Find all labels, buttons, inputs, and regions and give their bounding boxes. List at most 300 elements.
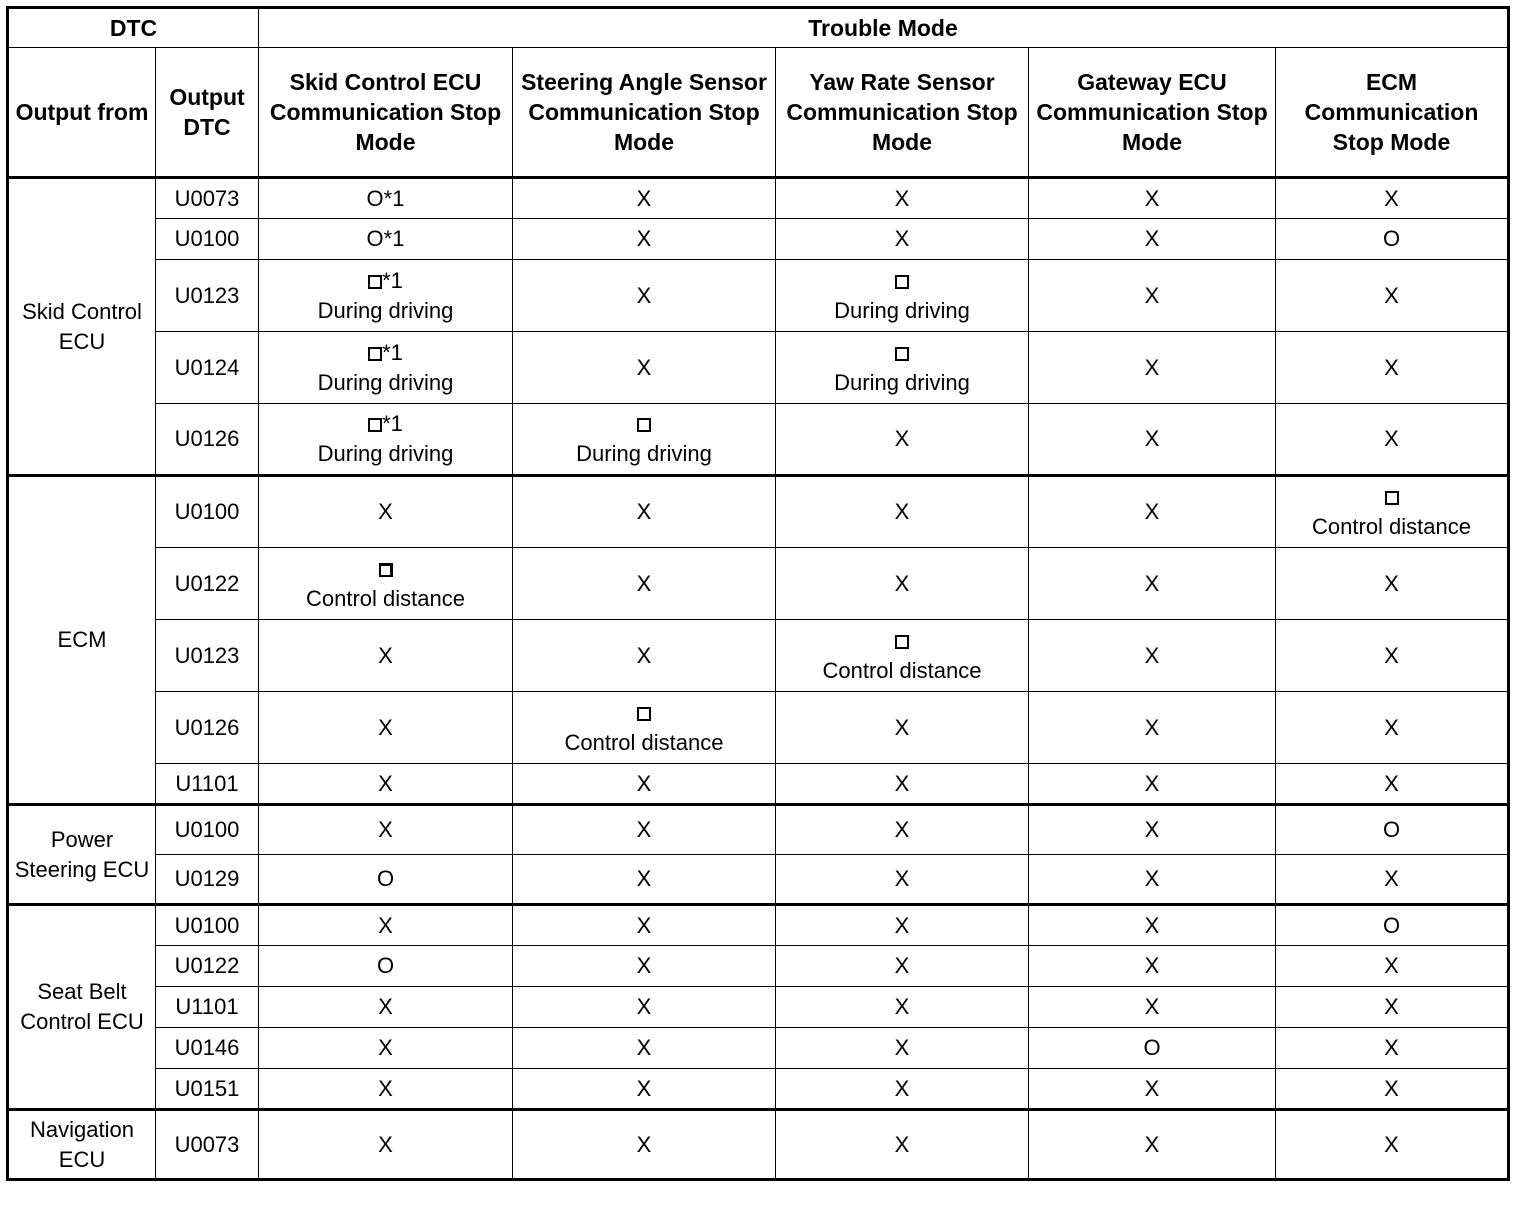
mode-symbol xyxy=(1278,482,1505,512)
mode-symbol-text: X xyxy=(378,770,393,796)
mode-symbol-text: O xyxy=(376,953,395,978)
mode-cell xyxy=(513,476,776,548)
mode-cell xyxy=(1029,1069,1276,1110)
table-row xyxy=(8,905,1509,946)
mode-symbol-text: X xyxy=(378,714,393,740)
mode-symbol-text: X xyxy=(894,953,910,978)
mode-header-gateway: Gateway ECU Communication Stop Mode xyxy=(1029,48,1276,178)
mode-symbol xyxy=(261,864,510,894)
mode-header-skid-control: Skid Control ECU Communication Stop Mode xyxy=(259,48,513,178)
mode-cell xyxy=(1276,260,1509,332)
square-icon xyxy=(895,347,909,361)
mode-symbol xyxy=(1031,497,1273,527)
mode-symbol-text: X xyxy=(1144,994,1160,1019)
mode-symbol xyxy=(1278,1033,1505,1063)
mode-cell xyxy=(513,178,776,219)
mode-cell xyxy=(1276,905,1509,946)
mode-cell xyxy=(1029,946,1276,987)
output-from-cell: ECM xyxy=(8,476,156,805)
mode-condition-note: During driving xyxy=(834,297,970,323)
mode-symbol-text: X xyxy=(1384,953,1399,978)
mode-symbol xyxy=(778,911,1026,941)
output-dtc-cell: U0123 xyxy=(156,260,259,332)
mode-cell xyxy=(259,805,513,855)
mode-symbol xyxy=(1278,1130,1505,1160)
mode-symbol xyxy=(778,769,1026,799)
mode-cell xyxy=(259,548,513,620)
output-dtc-cell: U0100 xyxy=(156,905,259,946)
mode-cell xyxy=(1029,548,1276,620)
mode-symbol-text: X xyxy=(1144,912,1160,938)
mode-symbol-text: O xyxy=(1382,226,1401,251)
mode-symbol xyxy=(778,1074,1026,1104)
mode-cell xyxy=(259,905,513,946)
mode-symbol-text: X xyxy=(636,953,652,978)
mode-cell xyxy=(1276,219,1509,260)
mode-symbol xyxy=(1031,569,1273,599)
mode-symbol-text: X xyxy=(1384,354,1399,380)
mode-header-ecm: ECM Communication Stop Mode xyxy=(1276,48,1509,178)
table-row xyxy=(8,1069,1509,1110)
mode-cell xyxy=(513,692,776,764)
mode-symbol xyxy=(778,497,1026,527)
mode-cell xyxy=(513,620,776,692)
mode-symbol xyxy=(261,184,510,214)
mode-symbol-text: X xyxy=(378,912,393,938)
mode-symbol-text: X xyxy=(1144,866,1160,891)
mode-condition-note: Control distance xyxy=(306,585,465,611)
table-body xyxy=(8,178,1509,1180)
mode-symbol xyxy=(1278,992,1505,1022)
mode-cell xyxy=(776,332,1029,404)
mode-condition-note: During driving xyxy=(317,297,454,323)
table-row xyxy=(8,620,1509,692)
output-dtc-cell: U0126 xyxy=(156,692,259,764)
mode-symbol-text: X xyxy=(1384,714,1399,740)
mode-symbol xyxy=(778,569,1026,599)
mode-symbol-text: X xyxy=(636,1075,652,1101)
mode-symbol xyxy=(778,266,1026,296)
mode-symbol xyxy=(261,951,510,981)
mode-symbol xyxy=(515,698,773,728)
mode-symbol-text: X xyxy=(1144,185,1160,211)
mode-cell xyxy=(1029,620,1276,692)
table-row xyxy=(8,855,1509,905)
mode-cell xyxy=(259,332,513,404)
square-icon xyxy=(1385,491,1399,505)
output-dtc-cell: U0100 xyxy=(156,219,259,260)
mode-symbol-text: X xyxy=(1144,499,1160,524)
table-row xyxy=(8,332,1509,404)
mode-condition-note: During driving xyxy=(317,369,454,395)
mode-symbol xyxy=(1031,769,1273,799)
output-from-header: Output from xyxy=(8,48,156,178)
mode-symbol-text: X xyxy=(636,642,652,668)
mode-symbol xyxy=(1278,864,1505,894)
mode-symbol xyxy=(778,1033,1026,1063)
mode-cell xyxy=(259,1110,513,1180)
mode-symbol xyxy=(1031,353,1273,383)
mode-symbol xyxy=(515,281,773,311)
mode-symbol xyxy=(515,951,773,981)
mode-symbol xyxy=(1278,281,1505,311)
mode-cell xyxy=(776,548,1029,620)
output-dtc-cell: U0123 xyxy=(156,620,259,692)
table-row xyxy=(8,260,1509,332)
mode-symbol xyxy=(515,1130,773,1160)
output-dtc-cell: U0122 xyxy=(156,946,259,987)
output-dtc-cell: U1101 xyxy=(156,987,259,1028)
mode-symbol xyxy=(1031,281,1273,311)
mode-cell xyxy=(259,1028,513,1069)
mode-cell xyxy=(513,404,776,476)
mode-cell xyxy=(259,1069,513,1110)
table-row xyxy=(8,548,1509,620)
mode-cell xyxy=(513,805,776,855)
mode-symbol-text: O xyxy=(1143,1035,1161,1060)
mode-symbol-text: X xyxy=(636,994,652,1019)
mode-symbol xyxy=(515,911,773,941)
mode-symbol xyxy=(261,1130,510,1160)
output-dtc-cell: U0073 xyxy=(156,178,259,219)
mode-cell xyxy=(513,1069,776,1110)
output-dtc-cell: U0146 xyxy=(156,1028,259,1069)
mode-symbol xyxy=(515,864,773,894)
square-icon xyxy=(637,707,651,721)
table-row xyxy=(8,692,1509,764)
mode-cell xyxy=(1029,260,1276,332)
mode-symbol-text: X xyxy=(1144,426,1160,451)
mode-symbol-text: X xyxy=(1384,642,1399,668)
mode-cell xyxy=(1029,476,1276,548)
mode-cell xyxy=(776,178,1029,219)
mode-symbol-text: X xyxy=(894,1131,910,1157)
mode-cell xyxy=(1029,805,1276,855)
mode-symbol xyxy=(261,641,510,671)
mode-symbol xyxy=(1031,424,1273,454)
mode-cell xyxy=(1029,178,1276,219)
output-dtc-cell: U0126 xyxy=(156,404,259,476)
mode-cell xyxy=(1276,548,1509,620)
mode-symbol xyxy=(778,184,1026,214)
mode-symbol xyxy=(261,266,510,296)
mode-cell xyxy=(776,620,1029,692)
mode-cell xyxy=(776,946,1029,987)
mode-symbol xyxy=(1031,224,1273,254)
mode-cell xyxy=(776,855,1029,905)
mode-symbol xyxy=(261,224,510,254)
mode-symbol-text: X xyxy=(1384,770,1399,796)
mode-cell xyxy=(776,692,1029,764)
mode-symbol xyxy=(1031,1130,1273,1160)
mode-symbol xyxy=(1031,1074,1273,1104)
mode-symbol-text: X xyxy=(1144,282,1160,308)
mode-symbol xyxy=(1278,769,1505,799)
mode-symbol-text: X xyxy=(894,817,910,842)
mode-symbol-text: X xyxy=(1144,570,1160,596)
mode-symbol-text: X xyxy=(1144,770,1160,796)
mode-cell xyxy=(259,987,513,1028)
mode-symbol-text: O xyxy=(1382,912,1401,938)
mode-symbol xyxy=(1278,1074,1505,1104)
mode-symbol xyxy=(778,626,1026,656)
mode-symbol-text: O xyxy=(1382,817,1401,842)
mode-condition-note: During driving xyxy=(317,441,454,466)
mode-cell xyxy=(259,855,513,905)
mode-symbol-text: X xyxy=(378,499,393,524)
mode-condition-note: During driving xyxy=(834,369,970,395)
mode-cell xyxy=(1029,692,1276,764)
mode-symbol-text: X xyxy=(636,282,652,308)
mode-cell xyxy=(513,332,776,404)
mode-symbol-text: X xyxy=(894,1075,910,1101)
mode-symbol xyxy=(1278,353,1505,383)
mode-cell xyxy=(776,260,1029,332)
mode-cell xyxy=(513,1028,776,1069)
mode-symbol-text: X xyxy=(378,1035,393,1060)
mode-symbol xyxy=(515,497,773,527)
mode-symbol xyxy=(515,184,773,214)
mode-symbol xyxy=(1278,424,1505,454)
mode-symbol-text: X xyxy=(636,1131,652,1157)
mode-cell xyxy=(1276,178,1509,219)
mode-symbol-text: O xyxy=(376,866,395,891)
mode-symbol-text: X xyxy=(1144,642,1160,668)
mode-symbol-text: X xyxy=(894,1035,910,1060)
mode-condition-note: Control distance xyxy=(1312,514,1471,539)
mode-symbol-text: X xyxy=(636,570,652,596)
mode-cell xyxy=(776,404,1029,476)
mode-cell xyxy=(259,476,513,548)
mode-cell xyxy=(1276,692,1509,764)
mode-cell xyxy=(259,946,513,987)
mode-symbol-text: X xyxy=(1144,953,1160,978)
output-from-cell: Navigation ECU xyxy=(8,1110,156,1180)
output-from-cell: Power Steering ECU xyxy=(8,805,156,905)
mode-cell xyxy=(1276,987,1509,1028)
mode-cell xyxy=(1276,855,1509,905)
mode-cell xyxy=(1029,1028,1276,1069)
mode-symbol-text: X xyxy=(378,642,393,668)
mode-cell xyxy=(776,764,1029,805)
table-row xyxy=(8,1110,1509,1180)
mode-symbol xyxy=(261,815,510,845)
mode-symbol-text: X xyxy=(378,1131,393,1157)
mode-symbol-text: X xyxy=(636,499,652,524)
mode-symbol-text: X xyxy=(894,770,910,796)
mode-cell xyxy=(776,1110,1029,1180)
table-row xyxy=(8,1028,1509,1069)
mode-cell xyxy=(259,260,513,332)
mode-symbol xyxy=(1278,569,1505,599)
mode-cell xyxy=(776,905,1029,946)
mode-symbol xyxy=(1031,815,1273,845)
mode-symbol-text: X xyxy=(1384,1035,1399,1060)
mode-symbol-text: *1 xyxy=(382,267,403,293)
mode-cell xyxy=(513,260,776,332)
mode-cell xyxy=(1276,1028,1509,1069)
mode-cell xyxy=(259,764,513,805)
mode-symbol xyxy=(1278,911,1505,941)
mode-cell xyxy=(1029,332,1276,404)
mode-symbol xyxy=(515,769,773,799)
mode-symbol-text: X xyxy=(894,185,910,211)
mode-symbol xyxy=(515,353,773,383)
square-icon xyxy=(368,347,382,361)
mode-symbol xyxy=(1031,713,1273,743)
mode-symbol-text: X xyxy=(1384,1075,1399,1101)
mode-cell xyxy=(513,987,776,1028)
mode-cell xyxy=(1276,805,1509,855)
output-dtc-header: Output DTC xyxy=(156,48,259,178)
mode-cell xyxy=(1276,476,1509,548)
dtc-header: DTC xyxy=(8,8,259,48)
table-row xyxy=(8,219,1509,260)
mode-cell xyxy=(513,946,776,987)
mode-symbol xyxy=(515,569,773,599)
mode-symbol-text: X xyxy=(894,226,910,251)
table-row xyxy=(8,946,1509,987)
mode-symbol-text: X xyxy=(636,354,652,380)
mode-symbol xyxy=(1031,992,1273,1022)
mode-symbol-text: X xyxy=(1144,226,1160,251)
mode-symbol-text: X xyxy=(1384,185,1399,211)
mode-symbol xyxy=(515,224,773,254)
mode-symbol xyxy=(261,409,510,439)
mode-symbol xyxy=(1278,713,1505,743)
mode-cell xyxy=(1029,404,1276,476)
mode-cell xyxy=(1029,905,1276,946)
table-row xyxy=(8,476,1509,548)
mode-symbol xyxy=(778,713,1026,743)
mode-cell xyxy=(776,1028,1029,1069)
square-icon xyxy=(368,275,382,289)
mode-symbol-text: X xyxy=(636,1035,652,1060)
mode-cell xyxy=(776,476,1029,548)
mode-symbol xyxy=(778,951,1026,981)
table-row xyxy=(8,764,1509,805)
mode-condition-note: Control distance xyxy=(564,729,724,755)
mode-symbol xyxy=(1031,951,1273,981)
square-icon xyxy=(368,418,382,432)
mode-cell xyxy=(259,178,513,219)
mode-header-yaw-rate: Yaw Rate Sensor Communication Stop Mode xyxy=(776,48,1029,178)
output-dtc-cell: U0124 xyxy=(156,332,259,404)
mode-symbol-text: X xyxy=(1384,994,1399,1019)
mode-symbol xyxy=(778,1130,1026,1160)
mode-symbol-text: X xyxy=(378,1075,393,1101)
square-icon xyxy=(379,563,393,577)
mode-cell xyxy=(259,219,513,260)
mode-symbol-text: *1 xyxy=(382,339,403,365)
mode-symbol xyxy=(1031,1033,1273,1063)
mode-cell xyxy=(1029,219,1276,260)
output-dtc-cell: U0129 xyxy=(156,855,259,905)
mode-symbol-text: X xyxy=(1144,817,1160,842)
mode-cell xyxy=(1276,404,1509,476)
mode-symbol-text: X xyxy=(1144,1131,1160,1157)
mode-symbol-text: X xyxy=(1144,354,1160,380)
mode-symbol-text: X xyxy=(894,570,910,596)
mode-symbol xyxy=(515,815,773,845)
mode-symbol xyxy=(261,1033,510,1063)
mode-symbol-text: X xyxy=(636,866,652,891)
mode-symbol-text: X xyxy=(378,994,393,1019)
mode-symbol-text: X xyxy=(378,817,393,842)
output-dtc-cell: U0073 xyxy=(156,1110,259,1180)
mode-symbol-text: O*1 xyxy=(366,185,405,211)
mode-symbol-text: X xyxy=(894,714,910,740)
mode-symbol-text: X xyxy=(1144,714,1160,740)
mode-symbol-text: X xyxy=(894,499,910,524)
mode-symbol-text: X xyxy=(1384,426,1399,451)
mode-symbol xyxy=(515,992,773,1022)
mode-cell xyxy=(513,219,776,260)
mode-symbol xyxy=(261,911,510,941)
mode-symbol-text: O*1 xyxy=(366,226,405,251)
mode-cell xyxy=(776,987,1029,1028)
output-from-cell: Seat Belt Control ECU xyxy=(8,905,156,1110)
mode-cell xyxy=(259,620,513,692)
mode-symbol xyxy=(1278,641,1505,671)
mode-symbol xyxy=(778,864,1026,894)
mode-symbol xyxy=(261,497,510,527)
mode-symbol xyxy=(1278,815,1505,845)
table-row xyxy=(8,178,1509,219)
mode-cell xyxy=(776,1069,1029,1110)
mode-symbol xyxy=(261,713,510,743)
mode-symbol xyxy=(778,992,1026,1022)
mode-symbol-text: X xyxy=(636,226,652,251)
square-icon xyxy=(895,275,909,289)
mode-symbol xyxy=(515,1033,773,1063)
mode-symbol-text: X xyxy=(1384,866,1399,891)
mode-symbol xyxy=(778,815,1026,845)
mode-symbol xyxy=(261,1074,510,1104)
mode-symbol-text: X xyxy=(894,426,910,451)
mode-symbol-text: X xyxy=(1144,1075,1160,1101)
mode-header-steering-angle: Steering Angle Sensor Communication Stop Mode xyxy=(513,48,776,178)
mode-symbol xyxy=(778,424,1026,454)
mode-condition-note: During driving xyxy=(576,441,712,466)
mode-cell xyxy=(259,692,513,764)
mode-cell xyxy=(1029,855,1276,905)
mode-symbol xyxy=(261,338,510,368)
mode-symbol xyxy=(1278,184,1505,214)
output-dtc-cell: U0122 xyxy=(156,548,259,620)
mode-symbol xyxy=(778,224,1026,254)
mode-symbol-text: X xyxy=(636,912,652,938)
mode-cell xyxy=(1276,946,1509,987)
mode-symbol-text: X xyxy=(636,770,652,796)
mode-symbol xyxy=(1031,864,1273,894)
square-icon xyxy=(637,418,651,432)
table-row xyxy=(8,987,1509,1028)
table-row xyxy=(8,404,1509,476)
mode-cell xyxy=(513,1110,776,1180)
mode-cell xyxy=(1276,1110,1509,1180)
mode-symbol xyxy=(261,769,510,799)
mode-cell xyxy=(1276,1069,1509,1110)
mode-symbol xyxy=(1031,184,1273,214)
mode-symbol-text: X xyxy=(636,817,652,842)
mode-cell xyxy=(1029,987,1276,1028)
mode-symbol-text: X xyxy=(1384,1131,1399,1157)
mode-cell xyxy=(513,905,776,946)
mode-symbol-text: X xyxy=(636,185,652,211)
mode-symbol-text: X xyxy=(1384,570,1399,596)
mode-cell xyxy=(1029,1110,1276,1180)
